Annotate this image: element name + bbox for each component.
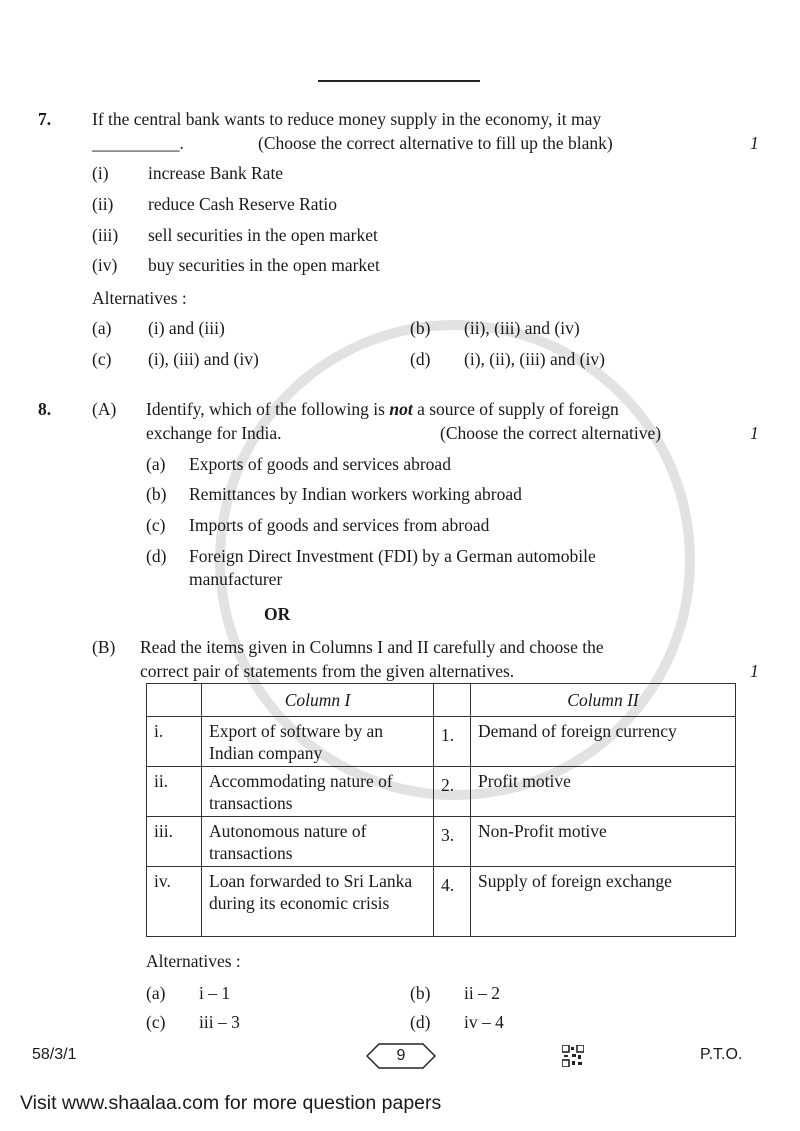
column-1-cell: Loan forwarded to Sri Lanka during its economic crisis (202, 867, 434, 937)
row-num: iii. (147, 817, 202, 867)
row-num: 2. (434, 767, 471, 817)
header-column-2: Column II (471, 684, 736, 717)
q7-alt-label: (d) (410, 349, 431, 369)
column-1-cell: Export of software by an Indian company (202, 717, 434, 767)
row-num: i. (147, 717, 202, 767)
q7-number: 7. (38, 109, 52, 129)
table-header-row (147, 684, 736, 717)
q8a-option-label: (c) (146, 515, 166, 535)
q7-option-label: (iv) (92, 255, 118, 275)
header-blank (434, 684, 471, 717)
q7-alt-label: (c) (92, 349, 112, 369)
q8b-marks: 1 (750, 661, 759, 681)
q8a-option: Remittances by Indian workers working abroad (189, 484, 522, 504)
q8b-alt-label: (c) (146, 1012, 166, 1032)
q7-alt-label: (a) (92, 318, 112, 338)
header-blank (147, 684, 202, 717)
q8b-alt: iii – 3 (199, 1012, 240, 1032)
q7-instruction: (Choose the correct alternative to fill up the blank) (258, 133, 613, 153)
q8a-option-label: (b) (146, 484, 167, 504)
q7-option-label: (iii) (92, 225, 119, 245)
row-num: 1. (434, 717, 471, 767)
match-columns-table (146, 683, 736, 937)
q7-option: sell securities in the open market (148, 225, 378, 245)
q7-alt-label: (b) (410, 318, 431, 338)
q8a-option: Imports of goods and services from abroad (189, 515, 490, 535)
q8b-alt: iv – 4 (464, 1012, 504, 1032)
header-column-1: Column I (202, 684, 434, 717)
q8b-text-2: correct pair of statements from the given alternatives. (140, 661, 515, 681)
q8a-option: Foreign Direct Investment (FDI) by a German automobile (189, 546, 596, 566)
column-2-cell: Non-Profit motive (471, 817, 736, 867)
q8a-marks: 1 (750, 423, 759, 443)
table-row (147, 717, 736, 767)
q8b-alt-label: (a) (146, 983, 166, 1003)
please-turn-over: P.T.O. (700, 1046, 743, 1063)
page-number: 9 (396, 1047, 406, 1064)
table-row (147, 817, 736, 867)
q7-alt: (i), (iii) and (iv) (148, 349, 259, 369)
q7-option: buy securities in the open market (148, 255, 380, 275)
column-2-cell: Demand of foreign currency (471, 717, 736, 767)
top-rule (318, 80, 480, 82)
q7-option-label: (i) (92, 163, 109, 183)
q8b-alternatives-label: Alternatives : (146, 951, 241, 971)
q7-option-label: (ii) (92, 194, 114, 214)
q7-option: reduce Cash Reserve Ratio (148, 194, 338, 214)
q8a-text (146, 399, 619, 419)
q8b-alt-label: (d) (410, 1012, 431, 1032)
q8a-option-label: (d) (146, 546, 167, 566)
row-num: 3. (434, 817, 471, 867)
q7-alternatives-label: Alternatives : (92, 288, 187, 308)
qr-code-icon (562, 1045, 584, 1067)
q8a-option-label: (a) (146, 454, 166, 474)
q8a-option-cont: manufacturer (189, 569, 283, 589)
q7-alt: (i) and (iii) (148, 318, 225, 338)
q7-alt: (i), (ii), (iii) and (iv) (464, 349, 605, 369)
q8a-text-2: exchange for India. (146, 423, 282, 443)
q7-blank: __________. (92, 133, 184, 153)
q7-text: If the central bank wants to reduce money supply in the economy, it may (92, 109, 602, 129)
or-separator: OR (264, 604, 291, 624)
column-2-cell: Supply of foreign exchange (471, 867, 736, 937)
visit-shaalaa-link[interactable]: Visit www.shaalaa.com for more question papers (20, 1092, 442, 1114)
column-1-cell: Autonomous nature of transactions (202, 817, 434, 867)
table-row (147, 867, 736, 937)
q7-marks: 1 (750, 133, 759, 153)
column-1-cell: Accommodating nature of transactions (202, 767, 434, 817)
row-num: ii. (147, 767, 202, 817)
q8b-label: (B) (92, 637, 116, 657)
table-row (147, 767, 736, 817)
q8a-text-post: a source of supply of foreign (412, 399, 619, 419)
row-num: iv. (147, 867, 202, 937)
q8a-text-pre: Identify, which of the following is (146, 399, 390, 419)
q8a-option: Exports of goods and services abroad (189, 454, 451, 474)
q8a-text-emphasis: not (389, 399, 413, 419)
paper-code: 58/3/1 (32, 1046, 77, 1063)
q8b-text: Read the items given in Columns I and II carefully and choose the (140, 637, 604, 657)
q8-number: 8. (38, 399, 52, 419)
column-2-cell: Profit motive (471, 767, 736, 817)
q8b-alt: i – 1 (199, 983, 231, 1003)
q7-alt: (ii), (iii) and (iv) (464, 318, 580, 338)
q8b-alt-label: (b) (410, 983, 431, 1003)
q7-option: increase Bank Rate (148, 163, 284, 183)
q8a-label: (A) (92, 399, 117, 419)
row-num: 4. (434, 867, 471, 937)
q8b-alt: ii – 2 (464, 983, 500, 1003)
q8a-instruction: (Choose the correct alternative) (440, 423, 662, 443)
